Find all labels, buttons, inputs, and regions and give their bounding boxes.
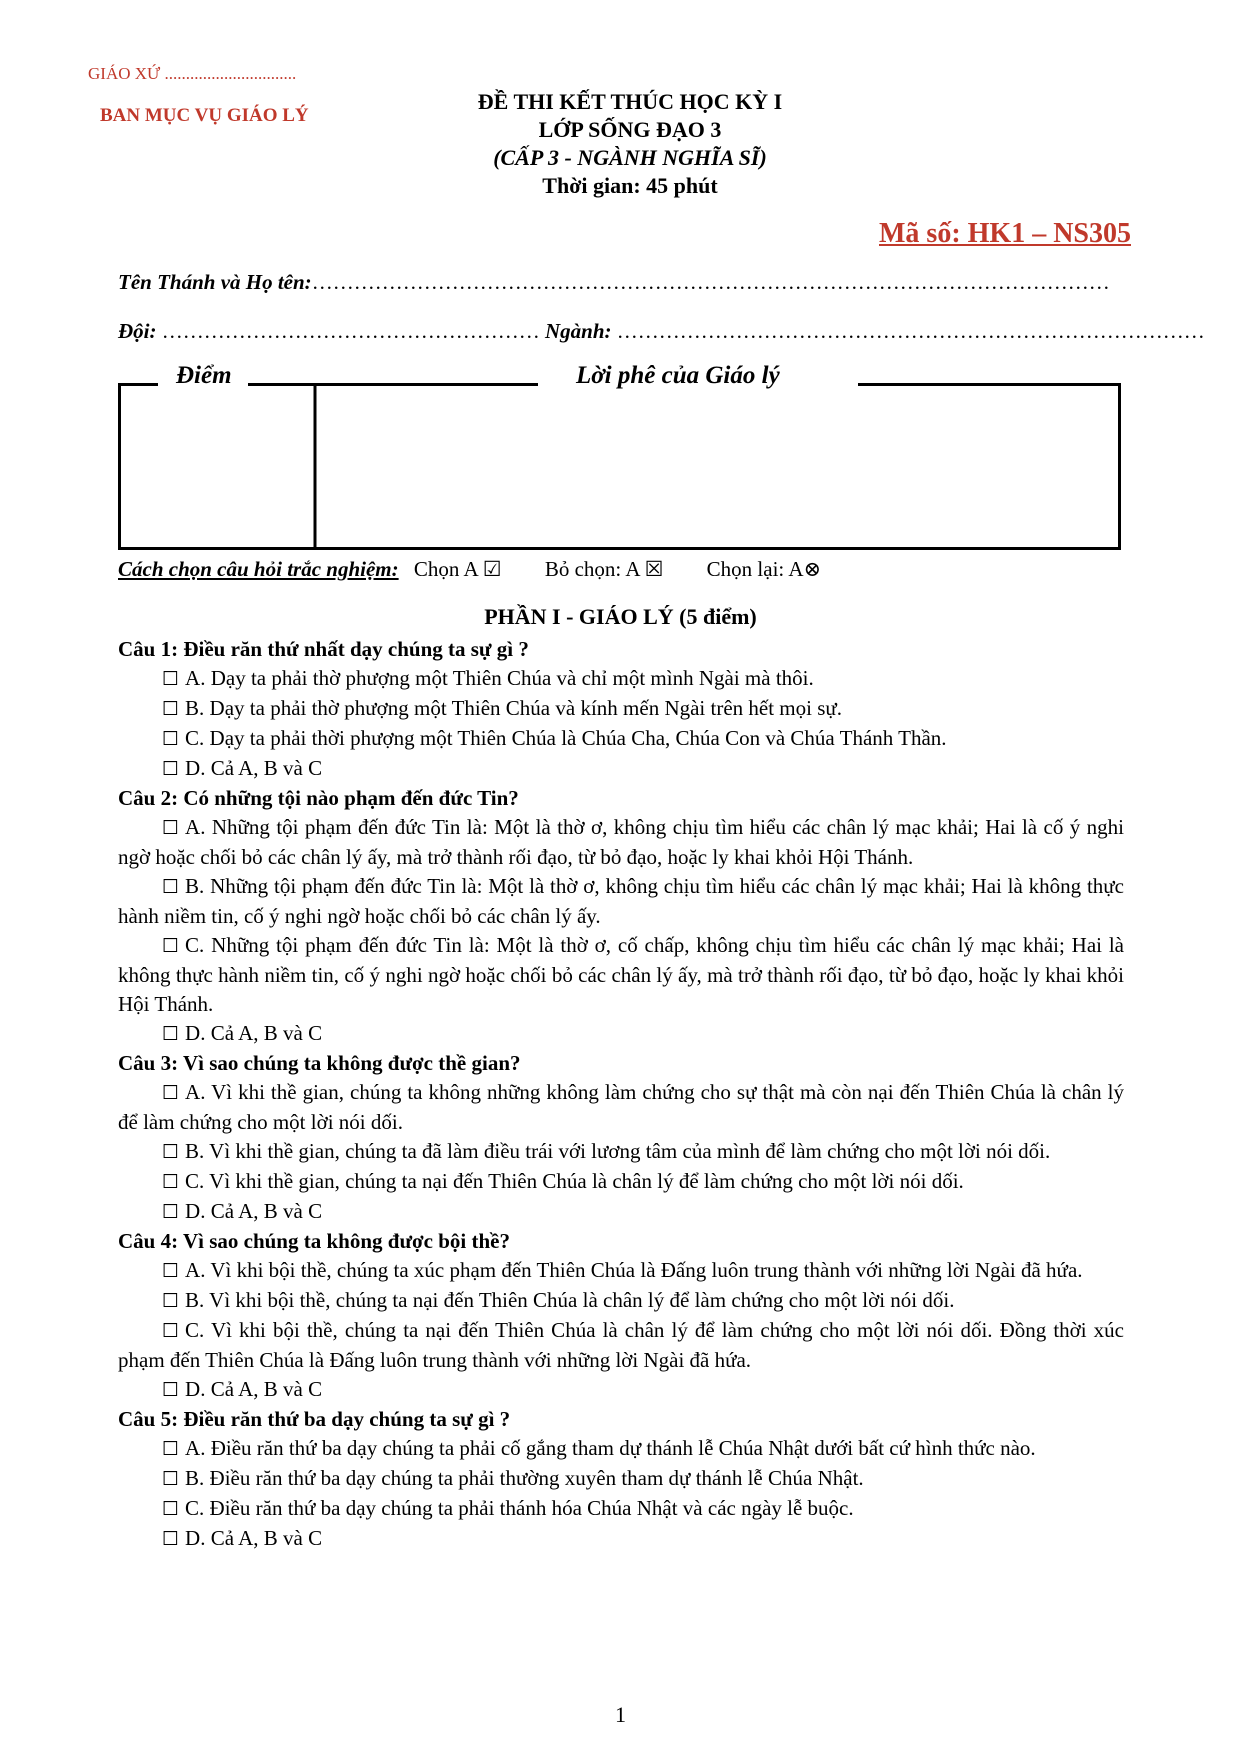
checkbox-icon[interactable]: ☐ [162, 1468, 180, 1490]
answer-option-text: D. Cả A, B và C [185, 1199, 323, 1223]
name-label: Tên Thánh và Họ tên: [118, 270, 312, 294]
answer-option-text: D. Cả A, B và C [185, 756, 323, 780]
answer-option[interactable] [118, 1286, 1124, 1316]
answer-option[interactable] [118, 1256, 1124, 1286]
checkbox-icon[interactable]: ☐ [162, 876, 180, 898]
answer-option-text: C. Những tội phạm đến đức Tin là: Một là thờ ơ, cố chấp, không chịu tìm hiểu các chân lý mạc khải; Hai là không thực hành niềm tin, cố ý nghi ngờ hoặc chối bỏ các chân lý ấy, mà trở thành rối đạo, từ bỏ đạo, hoặc ly khai khỏi Hội Thánh. [118, 933, 1124, 1016]
answer-option[interactable] [118, 664, 1124, 694]
branch-label: Ngành: [545, 319, 612, 343]
instr-reselect: Chọn lại: A⊗ [706, 557, 822, 581]
level-label: (CẤP 3 - NGÀNH NGHĨA SĨ) [493, 145, 767, 170]
score-label: Điểm [176, 362, 232, 389]
answer-option-text: C. Vì khi thề gian, chúng ta nại đến Thiên Chúa là chân lý để làm chứng cho một lời nói dối. [185, 1169, 964, 1193]
answer-option-text: A. Vì khi thề gian, chúng ta không những không làm chứng cho sự thật mà còn nại đến Thiên Chúa là chân lý để làm chứng cho một lời nói dối. [118, 1080, 1124, 1134]
checkbox-icon[interactable]: ☐ [162, 758, 180, 780]
team-branch-field[interactable] [118, 319, 1205, 344]
answer-option[interactable] [118, 931, 1124, 1019]
score-box-frame [118, 383, 1121, 550]
instructions-label: Cách chọn câu hỏi trắc nghiệm: [118, 557, 399, 581]
answer-option[interactable] [118, 1494, 1124, 1524]
answer-option-text: C. Vì khi bội thề, chúng ta nại đến Thiên Chúa là chân lý để làm chứng cho một lời nói dối. Đồng thời xúc phạm đến Thiên Chúa là Đấng luôn trung thành với những lời Ngài đã hứa. [118, 1318, 1124, 1372]
answer-option[interactable] [118, 1019, 1124, 1049]
answer-option-text: A. Dạy ta phải thờ phượng một Thiên Chúa và chỉ một mình Ngài mà thôi. [185, 666, 814, 690]
answer-option[interactable] [118, 1524, 1124, 1554]
comment-label: Lời phê của Giáo lý [576, 362, 780, 389]
question-2 [118, 784, 1124, 1049]
team-dots: ……………………………………………… [156, 319, 545, 343]
answer-option[interactable] [118, 1375, 1124, 1405]
checkbox-icon[interactable]: ☐ [162, 1201, 180, 1223]
exam-title-block [380, 88, 880, 200]
answer-option[interactable] [118, 813, 1124, 872]
score-comment-box [118, 383, 1121, 550]
branch-dots: ………………………………………………………………………… [611, 319, 1205, 343]
duration-label: Thời gian: 45 phút [542, 173, 718, 198]
checkbox-icon[interactable]: ☐ [162, 1290, 180, 1312]
checkbox-icon[interactable]: ☐ [162, 1171, 180, 1193]
parish-label: GIÁO XỨ ............................... [88, 64, 297, 83]
question-title: Câu 1: Điều răn thứ nhất dạy chúng ta sự gì ? [118, 637, 529, 661]
instr-deselect: Bỏ chọn: A ☒ [544, 557, 664, 581]
checkbox-icon[interactable]: ☐ [162, 1023, 180, 1045]
answer-option-text: A. Những tội phạm đến đức Tin là: Một là thờ ơ, không chịu tìm hiểu các chân lý mạc khải; Hai là cố ý nghi ngờ hoặc chối bỏ các chân lý ấy, mà trở thành rối đạo, từ bỏ đạo, hoặc ly khai khỏi Hội Thánh. [118, 815, 1124, 869]
checkbox-icon[interactable]: ☐ [162, 1260, 180, 1282]
answer-instructions [118, 557, 831, 582]
question-3 [118, 1049, 1124, 1227]
answer-option[interactable] [118, 1137, 1124, 1167]
name-dots: …………………………………………………………………………………………………… [311, 270, 1110, 294]
answer-option-text: D. Cả A, B và C [185, 1526, 323, 1550]
answer-option-text: B. Vì khi bội thề, chúng ta nại đến Thiên Chúa là chân lý để làm chứng cho một lời nói dối. [185, 1288, 955, 1312]
answer-option[interactable] [118, 1197, 1124, 1227]
section-title: PHẦN I - GIÁO LÝ (5 điểm) [484, 604, 757, 629]
answer-option[interactable] [118, 872, 1124, 931]
answer-option[interactable] [118, 1316, 1124, 1375]
answer-option-text: B. Dạy ta phải thờ phượng một Thiên Chúa và kính mến Ngài trên hết mọi sự. [185, 696, 843, 720]
answer-option-text: D. Cả A, B và C [185, 1021, 323, 1045]
team-label: Đội: [118, 319, 157, 343]
checkbox-icon[interactable]: ☐ [162, 1379, 180, 1401]
checkbox-icon[interactable]: ☐ [162, 698, 180, 720]
answer-option-text: A. Vì khi bội thề, chúng ta xúc phạm đến Thiên Chúa là Đấng luôn trung thành với những lời Ngài đã hứa. [185, 1258, 1083, 1282]
checkbox-icon[interactable]: ☐ [162, 1082, 180, 1104]
answer-option[interactable] [118, 1434, 1124, 1464]
answer-option[interactable] [118, 1078, 1124, 1137]
checkbox-icon[interactable]: ☐ [162, 817, 180, 839]
question-title: Câu 2: Có những tội nào phạm đến đức Tin? [118, 786, 519, 810]
answer-option-text: C. Điều răn thứ ba dạy chúng ta phải thánh hóa Chúa Nhật và các ngày lễ buộc. [185, 1496, 854, 1520]
department-label: BAN MỤC VỤ GIÁO LÝ [100, 105, 309, 126]
answer-option-text: D. Cả A, B và C [185, 1377, 323, 1401]
checkbox-icon[interactable]: ☐ [162, 1320, 180, 1342]
checkbox-icon[interactable]: ☐ [162, 668, 180, 690]
question-title: Câu 4: Vì sao chúng ta không được bội thề? [118, 1229, 511, 1253]
checkbox-icon[interactable]: ☐ [162, 1438, 180, 1460]
answer-option[interactable] [118, 724, 1124, 754]
answer-option-text: A. Điều răn thứ ba dạy chúng ta phải cố gắng tham dự thánh lễ Chúa Nhật dưới bất cứ hình thức nào. [185, 1436, 1036, 1460]
answer-option[interactable] [118, 1167, 1124, 1197]
question-list [118, 635, 1124, 1554]
question-5 [118, 1405, 1124, 1554]
checkbox-icon[interactable]: ☐ [162, 728, 180, 750]
answer-option-text: B. Vì khi thề gian, chúng ta đã làm điều trái với lương tâm của mình để làm chứng cho một lời nói dối. [185, 1139, 1051, 1163]
checkbox-icon[interactable]: ☐ [162, 1141, 180, 1163]
exam-title: ĐỀ THI KẾT THÚC HỌC KỲ I [477, 89, 783, 114]
checkbox-icon[interactable]: ☐ [162, 935, 180, 957]
question-1 [118, 635, 1124, 784]
exam-code: Mã số: HK1 – NS305 [879, 218, 1131, 249]
name-field[interactable] [118, 270, 1110, 295]
question-4 [118, 1227, 1124, 1405]
answer-option-text: B. Điều răn thứ ba dạy chúng ta phải thường xuyên tham dự thánh lễ Chúa Nhật. [185, 1466, 864, 1490]
answer-option[interactable] [118, 1464, 1124, 1494]
answer-option[interactable] [118, 694, 1124, 724]
question-title: Câu 5: Điều răn thứ ba dạy chúng ta sự gì ? [118, 1407, 511, 1431]
class-name: LỚP SỐNG ĐẠO 3 [538, 117, 722, 142]
answer-option-text: B. Những tội phạm đến đức Tin là: Một là thờ ơ, không chịu tìm hiểu các chân lý mạc khải; Hai là không thực hành niềm tin, cố ý nghi ngờ hoặc chối bỏ các chân lý ấy. [118, 874, 1124, 928]
checkbox-icon[interactable]: ☐ [162, 1528, 180, 1550]
instr-select: Chọn A ☑ [413, 557, 502, 581]
answer-option-text: C. Dạy ta phải thời phượng một Thiên Chúa là Chúa Cha, Chúa Con và Chúa Thánh Thần. [185, 726, 947, 750]
page-number: 1 [615, 1702, 626, 1727]
question-title: Câu 3: Vì sao chúng ta không được thề gian? [118, 1051, 521, 1075]
answer-option[interactable] [118, 754, 1124, 784]
checkbox-icon[interactable]: ☐ [162, 1498, 180, 1520]
